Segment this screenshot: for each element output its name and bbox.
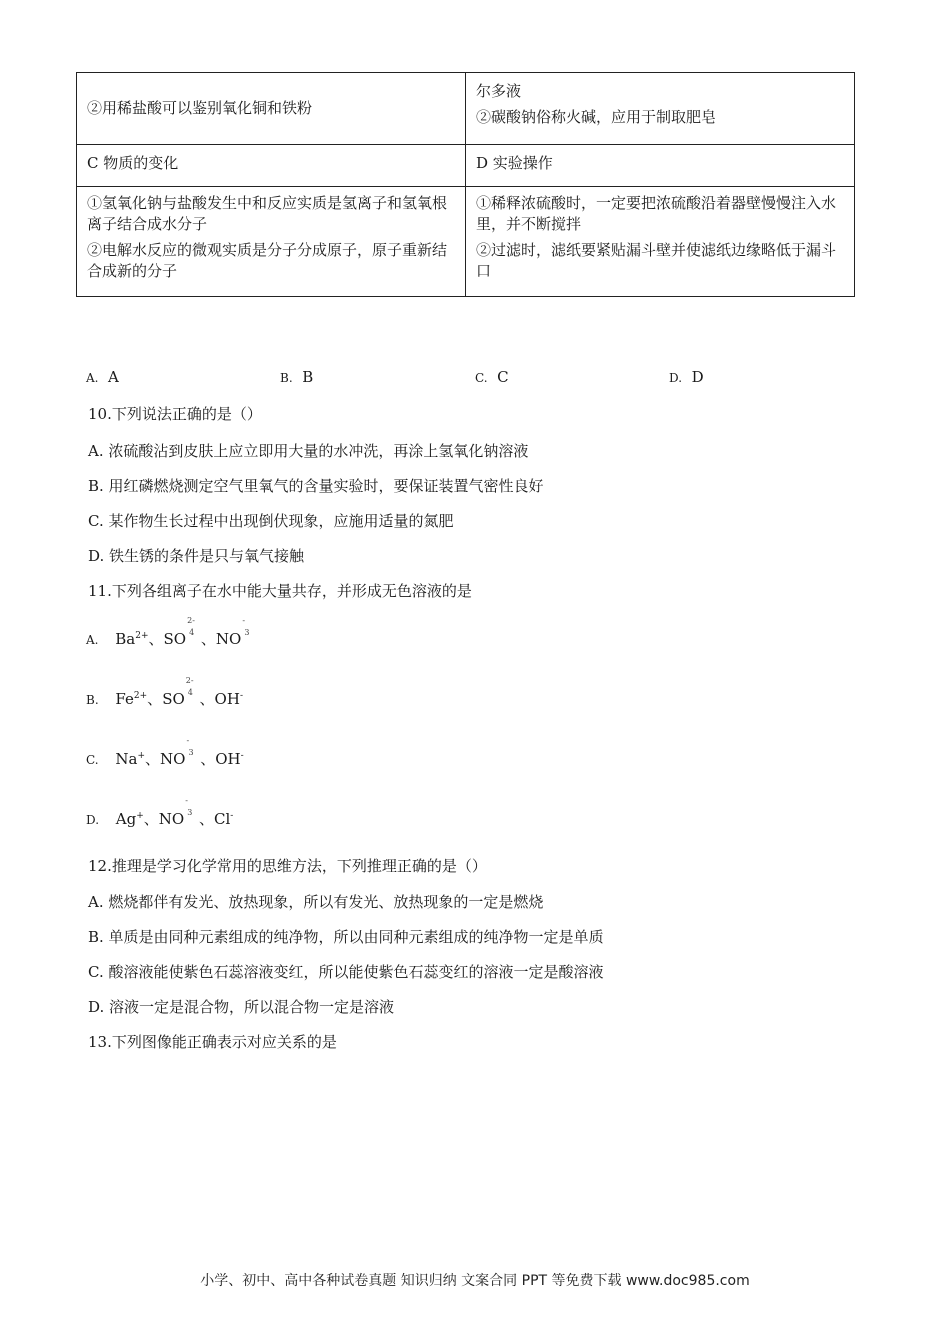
- q10-option-b[interactable]: B. 用红磷燃烧测定空气里氧气的含量实验时，要保证装置气密性良好: [88, 477, 544, 495]
- q11-stem: 11.下列各组离子在水中能大量共存，并形成无色溶液的是: [88, 582, 472, 600]
- q10-option-c[interactable]: C. 某作物生长过程中出现倒伏现象，应施用适量的氮肥: [88, 512, 454, 530]
- table-text: 尔多液: [476, 82, 522, 100]
- q11-option-d[interactable]: D. Ag+、NO - 3 、Cl-: [86, 796, 234, 828]
- q12-option-a[interactable]: A. 燃烧都伴有发光、放热现象，所以有发光、放热现象的一定是燃烧: [88, 893, 544, 911]
- option-d[interactable]: D. D: [669, 368, 704, 386]
- table-cell-c: [77, 187, 466, 297]
- option-b[interactable]: B. B: [280, 368, 314, 386]
- q12-stem: 12.推理是学习化学常用的思维方法，下列推理正确的是（）: [88, 857, 487, 875]
- table-cell-b-left: [77, 73, 466, 145]
- q10-stem: 10.下列说法正确的是（）: [88, 405, 262, 423]
- q11-option-a[interactable]: A. $Ba^{2+}$、SO 2- 4 、NO - 3: [86, 616, 250, 648]
- table-cell-b-right: [466, 73, 855, 145]
- q11-option-c[interactable]: C. Na+、NO - 3 、OH-: [86, 736, 244, 768]
- q12-option-b[interactable]: B. 单质是由同种元素组成的纯净物，所以由同种元素组成的纯净物一定是单质: [88, 928, 604, 946]
- table-text: ②碳酸钠俗称火碱，应用于制取肥皂: [476, 108, 717, 126]
- table-text: ②电解水反应的微观实质是分子分成原子，原子重新结合成新的分子: [87, 241, 448, 280]
- table-text: ①氢氧化钠与盐酸发生中和反应实质是氢离子和氢氧根离子结合成水分子: [87, 194, 448, 233]
- option-c[interactable]: C. C: [475, 368, 509, 386]
- table-text: ①稀释浓硫酸时，一定要把浓硫酸沿着器壁慢慢注入水里，并不断搅拌: [476, 194, 837, 233]
- q10-option-d[interactable]: D. 铁生锈的条件是只与氧气接触: [88, 547, 305, 565]
- answer-table: [76, 72, 855, 297]
- page-footer: 小学、初中、高中各种试卷真题 知识归纳 文案合同 PPT 等免费下载 www.doc985.com: [200, 1273, 750, 1289]
- table-cell-d: [466, 187, 855, 297]
- q12-option-d[interactable]: D. 溶液一定是混合物，所以混合物一定是溶液: [88, 998, 395, 1016]
- q11-option-b[interactable]: B. $Fe^{2+}$、SO 2- 4 、OH-: [86, 676, 243, 708]
- q12-option-c[interactable]: C. 酸溶液能使紫色石蕊溶液变红，所以能使紫色石蕊变红的溶液一定是酸溶液: [88, 963, 604, 981]
- table-header-c: C 物质的变化: [77, 145, 466, 187]
- table-text: ②过滤时，滤纸要紧贴漏斗壁并使滤纸边缘略低于漏斗口: [476, 241, 837, 280]
- table-header-d: D 实验操作: [466, 145, 855, 187]
- q10-option-a[interactable]: A. 浓硫酸沾到皮肤上应立即用大量的水冲洗，再涂上氢氧化钠溶液: [88, 442, 529, 460]
- option-a[interactable]: A. A: [86, 368, 119, 386]
- q13-stem: 13.下列图像能正确表示对应关系的是: [88, 1033, 337, 1051]
- table-text: ②用稀盐酸可以鉴别氧化铜和铁粉: [87, 99, 313, 117]
